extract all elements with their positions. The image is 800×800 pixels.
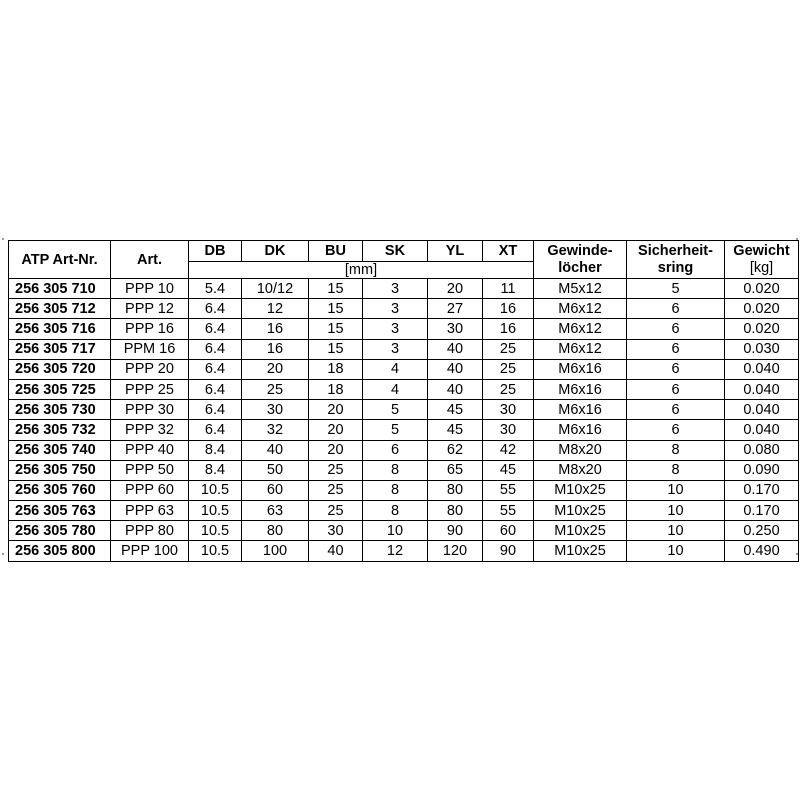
cell-gewicht: 0.020 [725, 299, 799, 319]
cell-gewicht: 0.250 [725, 521, 799, 541]
header-gewicht-line1: Gewicht [733, 242, 790, 259]
cell-gewindeloecher: M6x16 [534, 420, 627, 440]
cell-art: PPP 50 [111, 460, 189, 480]
cell-sk: 8 [363, 460, 428, 480]
cell-yl: 90 [428, 521, 483, 541]
cell-sicherheitsring: 6 [627, 319, 725, 339]
cell-bu: 15 [309, 299, 363, 319]
header-gewinde-line2: löcher [558, 259, 602, 276]
cell-dk: 12 [242, 299, 309, 319]
cell-yl: 45 [428, 420, 483, 440]
cell-yl: 20 [428, 279, 483, 299]
cell-yl: 80 [428, 501, 483, 521]
header-gewicht [725, 241, 799, 279]
cell-gewicht: 0.040 [725, 420, 799, 440]
cell-gewicht: 0.030 [725, 339, 799, 359]
cell-bu: 25 [309, 480, 363, 500]
table-header [9, 241, 799, 279]
cell-sk: 12 [363, 541, 428, 561]
cell-gewindeloecher: M8x20 [534, 440, 627, 460]
table-body [9, 279, 799, 562]
table-row [9, 319, 799, 339]
cell-gewindeloecher: M8x20 [534, 460, 627, 480]
cell-sk: 3 [363, 319, 428, 339]
cell-sk: 10 [363, 521, 428, 541]
cell-sicherheitsring: 8 [627, 460, 725, 480]
cell-dk: 32 [242, 420, 309, 440]
cell-db: 6.4 [189, 420, 242, 440]
cell-dk: 63 [242, 501, 309, 521]
cell-sk: 8 [363, 480, 428, 500]
cell-db: 10.5 [189, 480, 242, 500]
cell-dk: 10/12 [242, 279, 309, 299]
header-gewicht-unit: [kg] [749, 259, 774, 276]
cell-bu: 20 [309, 420, 363, 440]
product-spec-table [8, 240, 799, 562]
cell-db: 6.4 [189, 299, 242, 319]
cell-yl: 30 [428, 319, 483, 339]
cell-xt: 16 [483, 299, 534, 319]
cell-gewindeloecher: M6x16 [534, 379, 627, 399]
cell-sk: 3 [363, 339, 428, 359]
cell-atp-art-nr: 256 305 760 [9, 480, 111, 500]
cell-sk: 3 [363, 279, 428, 299]
cell-art: PPP 63 [111, 501, 189, 521]
cell-gewicht: 0.040 [725, 379, 799, 399]
cell-atp-art-nr: 256 305 725 [9, 379, 111, 399]
cell-gewicht: 0.490 [725, 541, 799, 561]
cell-gewindeloecher: M10x25 [534, 521, 627, 541]
cell-db: 6.4 [189, 319, 242, 339]
cell-gewindeloecher: M10x25 [534, 541, 627, 561]
cell-sicherheitsring: 10 [627, 541, 725, 561]
cell-sicherheitsring: 6 [627, 339, 725, 359]
cell-db: 6.4 [189, 379, 242, 399]
cell-sk: 6 [363, 440, 428, 460]
cell-atp-art-nr: 256 305 720 [9, 359, 111, 379]
cell-art: PPP 30 [111, 400, 189, 420]
cell-bu: 18 [309, 379, 363, 399]
cell-art: PPP 10 [111, 279, 189, 299]
cell-xt: 30 [483, 420, 534, 440]
cell-atp-art-nr: 256 305 780 [9, 521, 111, 541]
cell-art: PPP 60 [111, 480, 189, 500]
cell-dk: 40 [242, 440, 309, 460]
cell-gewicht: 0.040 [725, 400, 799, 420]
cell-sk: 5 [363, 400, 428, 420]
cell-dk: 60 [242, 480, 309, 500]
cell-dk: 30 [242, 400, 309, 420]
cell-db: 5.4 [189, 279, 242, 299]
table-row [9, 359, 799, 379]
cell-gewicht: 0.040 [725, 359, 799, 379]
cell-gewicht: 0.020 [725, 279, 799, 299]
cell-art: PPP 100 [111, 541, 189, 561]
cell-bu: 30 [309, 521, 363, 541]
cell-atp-art-nr: 256 305 716 [9, 319, 111, 339]
cell-db: 8.4 [189, 440, 242, 460]
cell-atp-art-nr: 256 305 732 [9, 420, 111, 440]
cell-atp-art-nr: 256 305 712 [9, 299, 111, 319]
table-row [9, 379, 799, 399]
cell-art: PPP 25 [111, 379, 189, 399]
corner-mark-bottom-left [2, 553, 4, 555]
cell-bu: 40 [309, 541, 363, 561]
cell-bu: 15 [309, 319, 363, 339]
cell-art: PPP 20 [111, 359, 189, 379]
cell-gewicht: 0.170 [725, 501, 799, 521]
cell-art: PPM 16 [111, 339, 189, 359]
cell-sk: 4 [363, 379, 428, 399]
cell-yl: 40 [428, 379, 483, 399]
cell-bu: 20 [309, 440, 363, 460]
cell-sicherheitsring: 10 [627, 521, 725, 541]
cell-gewicht: 0.170 [725, 480, 799, 500]
cell-sicherheitsring: 6 [627, 379, 725, 399]
cell-bu: 25 [309, 460, 363, 480]
cell-dk: 16 [242, 339, 309, 359]
table-row [9, 541, 799, 561]
cell-xt: 90 [483, 541, 534, 561]
cell-bu: 15 [309, 279, 363, 299]
table-row [9, 521, 799, 541]
cell-xt: 25 [483, 379, 534, 399]
header-bu: BU [309, 241, 363, 262]
cell-db: 10.5 [189, 541, 242, 561]
cell-gewicht: 0.080 [725, 440, 799, 460]
cell-atp-art-nr: 256 305 717 [9, 339, 111, 359]
cell-atp-art-nr: 256 305 740 [9, 440, 111, 460]
cell-xt: 60 [483, 521, 534, 541]
cell-art: PPP 16 [111, 319, 189, 339]
cell-art: PPP 32 [111, 420, 189, 440]
cell-sk: 4 [363, 359, 428, 379]
header-gewinde-line1: Gewinde- [547, 242, 613, 259]
cell-art: PPP 12 [111, 299, 189, 319]
cell-bu: 18 [309, 359, 363, 379]
header-sk: SK [363, 241, 428, 262]
cell-db: 6.4 [189, 339, 242, 359]
cell-dk: 16 [242, 319, 309, 339]
cell-atp-art-nr: 256 305 800 [9, 541, 111, 561]
cell-gewindeloecher: M6x12 [534, 319, 627, 339]
cell-art: PPP 40 [111, 440, 189, 460]
header-sicherheitsring [627, 241, 725, 279]
cell-gewindeloecher: M6x16 [534, 400, 627, 420]
header-xt: XT [483, 241, 534, 262]
cell-xt: 11 [483, 279, 534, 299]
cell-dk: 50 [242, 460, 309, 480]
cell-dk: 80 [242, 521, 309, 541]
table-row [9, 480, 799, 500]
cell-bu: 20 [309, 400, 363, 420]
cell-dk: 100 [242, 541, 309, 561]
corner-mark-top-left [2, 238, 4, 240]
cell-db: 6.4 [189, 359, 242, 379]
cell-gewindeloecher: M5x12 [534, 279, 627, 299]
cell-gewindeloecher: M6x12 [534, 299, 627, 319]
cell-yl: 40 [428, 339, 483, 359]
cell-bu: 25 [309, 501, 363, 521]
table-row [9, 299, 799, 319]
table-row [9, 440, 799, 460]
cell-yl: 65 [428, 460, 483, 480]
table-row [9, 460, 799, 480]
cell-sicherheitsring: 5 [627, 279, 725, 299]
cell-gewindeloecher: M6x16 [534, 359, 627, 379]
cell-yl: 120 [428, 541, 483, 561]
cell-xt: 16 [483, 319, 534, 339]
cell-xt: 55 [483, 501, 534, 521]
header-atp-art-nr: ATP Art-Nr. [9, 241, 111, 279]
cell-sk: 8 [363, 501, 428, 521]
cell-gewindeloecher: M10x25 [534, 480, 627, 500]
cell-atp-art-nr: 256 305 710 [9, 279, 111, 299]
cell-db: 10.5 [189, 501, 242, 521]
cell-xt: 25 [483, 339, 534, 359]
header-yl: YL [428, 241, 483, 262]
cell-gewicht: 0.020 [725, 319, 799, 339]
table-row [9, 339, 799, 359]
cell-dk: 25 [242, 379, 309, 399]
cell-sicherheitsring: 10 [627, 501, 725, 521]
cell-sicherheitsring: 10 [627, 480, 725, 500]
cell-atp-art-nr: 256 305 730 [9, 400, 111, 420]
cell-gewindeloecher: M10x25 [534, 501, 627, 521]
header-dk: DK [242, 241, 309, 262]
cell-xt: 30 [483, 400, 534, 420]
cell-sk: 5 [363, 420, 428, 440]
cell-yl: 40 [428, 359, 483, 379]
cell-yl: 45 [428, 400, 483, 420]
cell-db: 10.5 [189, 521, 242, 541]
header-art: Art. [111, 241, 189, 279]
header-sicherheit-line1: Sicherheit- [638, 242, 713, 259]
cell-sicherheitsring: 8 [627, 440, 725, 460]
table-row [9, 501, 799, 521]
cell-yl: 62 [428, 440, 483, 460]
table-row [9, 400, 799, 420]
header-dimension-unit: [mm] [189, 262, 534, 279]
cell-xt: 55 [483, 480, 534, 500]
cell-gewicht: 0.090 [725, 460, 799, 480]
header-db: DB [189, 241, 242, 262]
cell-art: PPP 80 [111, 521, 189, 541]
cell-db: 6.4 [189, 400, 242, 420]
table-row [9, 279, 799, 299]
cell-xt: 45 [483, 460, 534, 480]
cell-yl: 27 [428, 299, 483, 319]
cell-atp-art-nr: 256 305 750 [9, 460, 111, 480]
cell-atp-art-nr: 256 305 763 [9, 501, 111, 521]
header-row [9, 241, 799, 262]
table-row [9, 420, 799, 440]
header-gewindeloecher [534, 241, 627, 279]
cell-sicherheitsring: 6 [627, 420, 725, 440]
cell-xt: 42 [483, 440, 534, 460]
cell-dk: 20 [242, 359, 309, 379]
cell-sk: 3 [363, 299, 428, 319]
cell-yl: 80 [428, 480, 483, 500]
cell-sicherheitsring: 6 [627, 400, 725, 420]
header-sicherheit-line2: sring [657, 259, 694, 276]
cell-sicherheitsring: 6 [627, 299, 725, 319]
cell-db: 8.4 [189, 460, 242, 480]
cell-sicherheitsring: 6 [627, 359, 725, 379]
cell-gewindeloecher: M6x12 [534, 339, 627, 359]
cell-bu: 15 [309, 339, 363, 359]
cell-xt: 25 [483, 359, 534, 379]
